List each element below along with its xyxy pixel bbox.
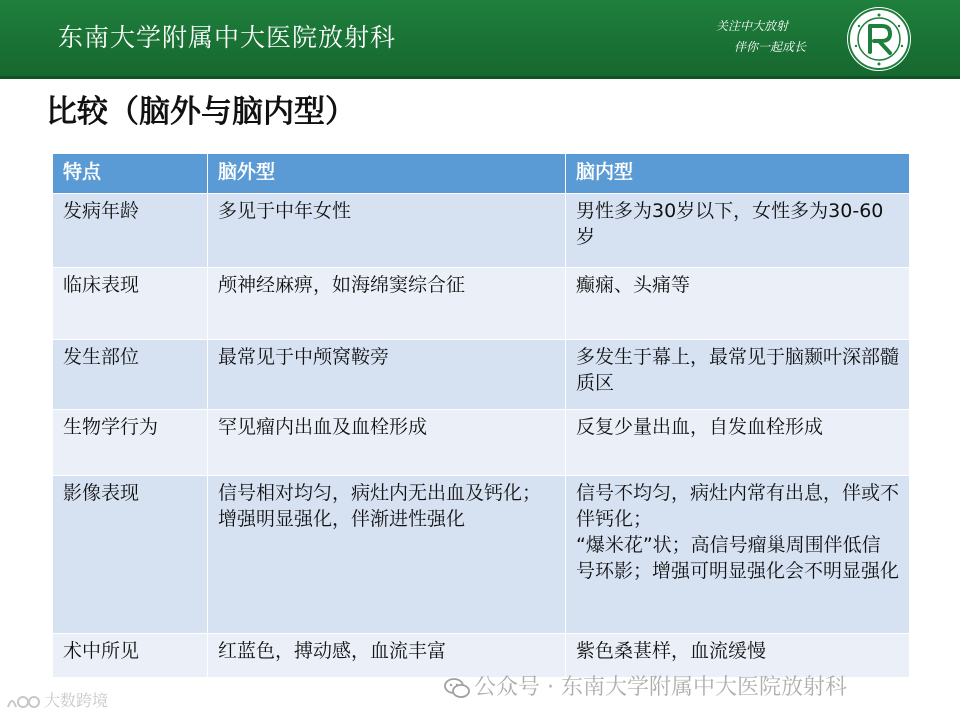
cell-extra xyxy=(208,410,566,476)
cell-text: 多见于中年女性 xyxy=(218,200,352,222)
column-header-intra: 脑内型 xyxy=(566,154,910,194)
cell-text: 多发生于幕上，最常见于脑颞叶深部髓质区 xyxy=(576,346,900,394)
cell-text: 信号不均匀，病灶内常有出息，伴或不伴钙化； xyxy=(576,482,900,530)
slogan xyxy=(716,16,836,58)
cell-text: 影像表现 xyxy=(63,482,140,504)
hospital-logo-icon xyxy=(846,6,912,72)
cell-text: 红蓝色，搏动感，血流丰富 xyxy=(218,640,447,662)
cell-text: 颅神经麻痹，如海绵窦综合征 xyxy=(218,274,466,296)
cell-text: 罕见瘤内出血及血栓形成 xyxy=(218,416,428,438)
cell-text: 术中所见 xyxy=(63,640,140,662)
brand-logo-icon xyxy=(6,693,40,711)
cell-text: “爆米花”状；高信号瘤巢周围伴低信号环影；增强可明显强化会不明显强化 xyxy=(576,534,900,582)
cell-text: 反复少量出血，自发血栓形成 xyxy=(576,416,824,438)
slide-title: 比较（脑外与脑内型） xyxy=(46,94,356,130)
hospital-title: 东南大学附属中大医院放射科 xyxy=(58,23,397,52)
watermark-left xyxy=(6,688,108,711)
cell-feature xyxy=(53,410,208,476)
cell-feature xyxy=(53,340,208,410)
wechat-icon xyxy=(444,677,470,699)
cell-text: 临床表现 xyxy=(63,274,140,296)
table-row xyxy=(53,194,910,268)
column-header-extra: 脑外型 xyxy=(208,154,566,194)
cell-intra xyxy=(566,194,910,268)
cell-extra xyxy=(208,340,566,410)
slide-header xyxy=(0,0,960,79)
table-header-row xyxy=(53,154,910,194)
cell-text: 增强明显强化，伴渐进性强化 xyxy=(218,508,466,530)
cell-feature xyxy=(53,268,208,340)
cell-feature xyxy=(53,194,208,268)
comparison-table xyxy=(52,153,910,678)
cell-feature xyxy=(53,476,208,634)
cell-intra xyxy=(566,476,910,634)
cell-extra xyxy=(208,476,566,634)
column-header-feature: 特点 xyxy=(53,154,208,194)
cell-text: 癫痫、头痛等 xyxy=(576,274,691,296)
cell-text: 生物学行为 xyxy=(63,416,159,438)
watermark-right-text: 公众号 · 东南大学附属中大医院放射科 xyxy=(474,675,847,700)
cell-feature xyxy=(53,634,208,678)
cell-intra xyxy=(566,410,910,476)
cell-extra xyxy=(208,194,566,268)
table-row xyxy=(53,340,910,410)
cell-text: 发生部位 xyxy=(63,346,140,368)
table-row xyxy=(53,410,910,476)
cell-text: 发病年龄 xyxy=(63,200,140,222)
cell-extra xyxy=(208,268,566,340)
cell-text: 紫色桑葚样，血流缓慢 xyxy=(576,640,767,662)
watermark-right xyxy=(444,670,847,701)
slogan-line-2: 伴你一起成长 xyxy=(734,40,807,54)
table-row xyxy=(53,476,910,634)
watermark-left-text: 大数跨境 xyxy=(44,691,109,710)
cell-intra xyxy=(566,340,910,410)
cell-text: 信号相对均匀，病灶内无出血及钙化； xyxy=(218,482,542,504)
cell-text: 男性多为30岁以下，女性多为30-60岁 xyxy=(576,200,884,248)
cell-intra xyxy=(566,268,910,340)
table-row xyxy=(53,268,910,340)
slogan-line-1: 关注中大放射 xyxy=(716,19,789,33)
cell-text: 最常见于中颅窝鞍旁 xyxy=(218,346,390,368)
